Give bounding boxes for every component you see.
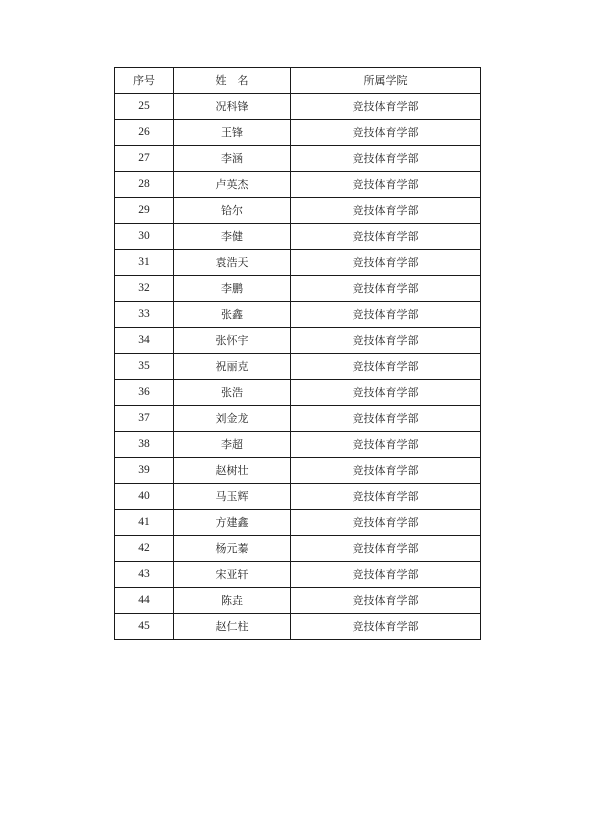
name-cell: 马玉辉 <box>174 484 291 510</box>
seq-cell: 33 <box>115 302 174 328</box>
name-cell: 况科锋 <box>174 94 291 120</box>
header-name: 姓 名 <box>174 68 291 94</box>
seq-cell: 40 <box>115 484 174 510</box>
header-row <box>115 68 481 94</box>
seq-cell: 32 <box>115 276 174 302</box>
dept-cell: 竞技体育学部 <box>291 588 481 614</box>
dept-cell: 竞技体育学部 <box>291 380 481 406</box>
table-row <box>115 536 481 562</box>
table-row <box>115 406 481 432</box>
name-cell: 张怀宇 <box>174 328 291 354</box>
seq-cell: 37 <box>115 406 174 432</box>
table-row <box>115 510 481 536</box>
header-seq: 序号 <box>115 68 174 94</box>
name-cell: 李健 <box>174 224 291 250</box>
table-row <box>115 250 481 276</box>
name-cell: 刘金龙 <box>174 406 291 432</box>
dept-cell: 竞技体育学部 <box>291 172 481 198</box>
table-row <box>115 172 481 198</box>
header-dept: 所属学院 <box>291 68 481 94</box>
name-cell: 方建鑫 <box>174 510 291 536</box>
table-row <box>115 94 481 120</box>
dept-cell: 竞技体育学部 <box>291 146 481 172</box>
name-cell: 陈垚 <box>174 588 291 614</box>
dept-cell: 竞技体育学部 <box>291 198 481 224</box>
name-cell: 张浩 <box>174 380 291 406</box>
table-row <box>115 198 481 224</box>
roster-table-body <box>115 94 481 640</box>
dept-cell: 竞技体育学部 <box>291 120 481 146</box>
name-cell: 铪尔 <box>174 198 291 224</box>
dept-cell: 竞技体育学部 <box>291 562 481 588</box>
seq-cell: 25 <box>115 94 174 120</box>
dept-cell: 竞技体育学部 <box>291 250 481 276</box>
dept-cell: 竞技体育学部 <box>291 94 481 120</box>
table-row <box>115 380 481 406</box>
name-cell: 卢英杰 <box>174 172 291 198</box>
table-row <box>115 614 481 640</box>
dept-cell: 竞技体育学部 <box>291 224 481 250</box>
seq-cell: 29 <box>115 198 174 224</box>
table-row <box>115 588 481 614</box>
table-row <box>115 302 481 328</box>
name-cell: 李涵 <box>174 146 291 172</box>
name-cell: 李超 <box>174 432 291 458</box>
roster-table-header <box>115 68 481 94</box>
table-row <box>115 224 481 250</box>
seq-cell: 35 <box>115 354 174 380</box>
name-cell: 李鹏 <box>174 276 291 302</box>
seq-cell: 43 <box>115 562 174 588</box>
seq-cell: 41 <box>115 510 174 536</box>
seq-cell: 42 <box>115 536 174 562</box>
roster-table <box>114 67 481 640</box>
table-row <box>115 484 481 510</box>
table-row <box>115 432 481 458</box>
dept-cell: 竞技体育学部 <box>291 536 481 562</box>
seq-cell: 27 <box>115 146 174 172</box>
name-cell: 祝丽克 <box>174 354 291 380</box>
table-row <box>115 458 481 484</box>
seq-cell: 28 <box>115 172 174 198</box>
seq-cell: 36 <box>115 380 174 406</box>
name-cell: 杨元蓁 <box>174 536 291 562</box>
dept-cell: 竞技体育学部 <box>291 458 481 484</box>
name-cell: 张鑫 <box>174 302 291 328</box>
seq-cell: 45 <box>115 614 174 640</box>
name-cell: 赵仁柱 <box>174 614 291 640</box>
seq-cell: 26 <box>115 120 174 146</box>
dept-cell: 竞技体育学部 <box>291 328 481 354</box>
table-row <box>115 146 481 172</box>
seq-cell: 34 <box>115 328 174 354</box>
dept-cell: 竞技体育学部 <box>291 510 481 536</box>
name-cell: 王锋 <box>174 120 291 146</box>
dept-cell: 竞技体育学部 <box>291 354 481 380</box>
seq-cell: 39 <box>115 458 174 484</box>
name-cell: 赵树壮 <box>174 458 291 484</box>
table-row <box>115 276 481 302</box>
name-cell: 宋亚轩 <box>174 562 291 588</box>
table-row <box>115 328 481 354</box>
table-row <box>115 562 481 588</box>
seq-cell: 30 <box>115 224 174 250</box>
dept-cell: 竞技体育学部 <box>291 302 481 328</box>
dept-cell: 竞技体育学部 <box>291 432 481 458</box>
name-cell: 袁浩天 <box>174 250 291 276</box>
dept-cell: 竞技体育学部 <box>291 276 481 302</box>
table-row <box>115 120 481 146</box>
dept-cell: 竞技体育学部 <box>291 406 481 432</box>
seq-cell: 38 <box>115 432 174 458</box>
seq-cell: 31 <box>115 250 174 276</box>
dept-cell: 竞技体育学部 <box>291 484 481 510</box>
dept-cell: 竞技体育学部 <box>291 614 481 640</box>
seq-cell: 44 <box>115 588 174 614</box>
table-row <box>115 354 481 380</box>
